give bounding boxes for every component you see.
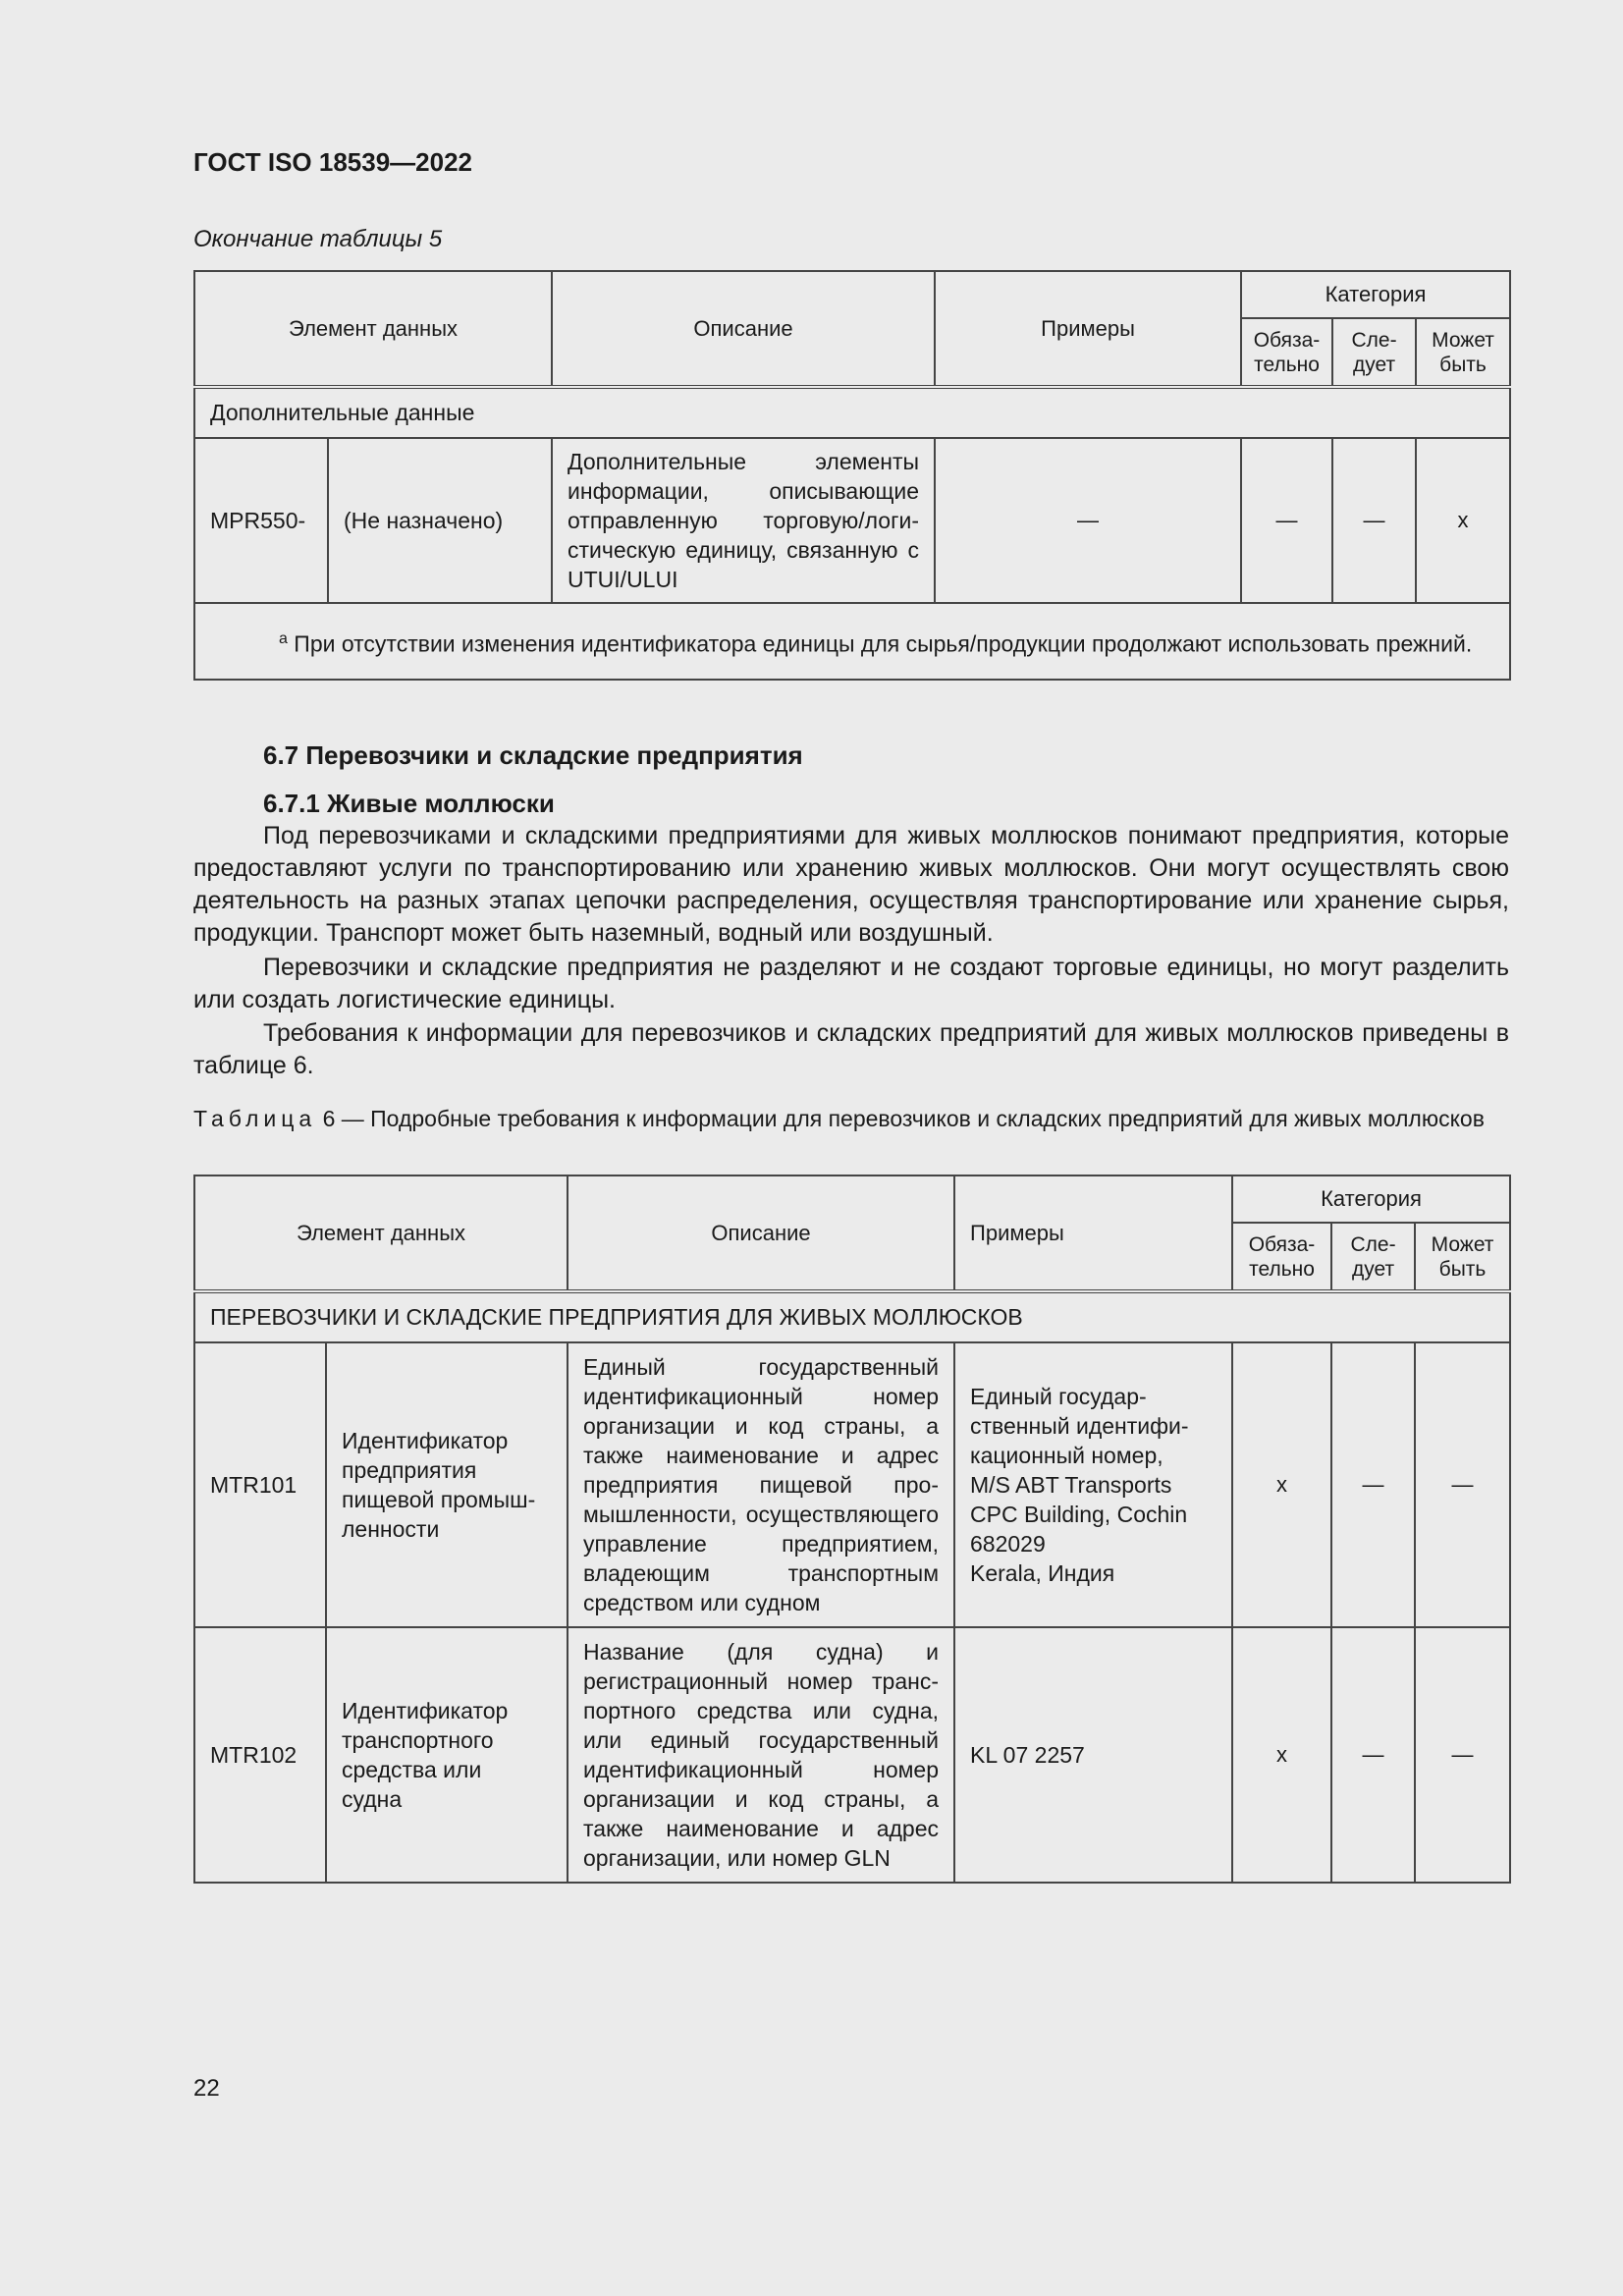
cell-mandatory: — — [1241, 438, 1332, 603]
cell-description: Единый государственный идентификационный номер организации и код страны, а также наименование и адрес предприятия пищевой промышленности, осуществляющего управление предприятием, владеющим транспортным средством или судном — [568, 1342, 954, 1627]
cell-name: (Не назначено) — [328, 438, 552, 603]
cell-mandatory: x — [1232, 1627, 1331, 1883]
cell-may: — — [1415, 1342, 1510, 1627]
cell-name: Идентификатор предприятия пищевой промыш- ленности — [326, 1342, 568, 1627]
table-row — [194, 1627, 1510, 1883]
table6-caption-text: 6 — Подробные требования к информации для перевозчиков и складских предприятий для живых моллюсков — [316, 1106, 1485, 1131]
cell-example: — — [935, 438, 1241, 603]
cell-may: — — [1415, 1627, 1510, 1883]
table-row — [194, 1342, 1510, 1627]
paragraph: Под перевозчиками и складскими предприятиями для живых моллюсков понимают предприятия, которые предоставляют услуги по транспортированию или хранению живых моллюсков. Они могут осуществлять свою деятельность на разных этапах цепочки распределения, осуществляя транспортирование или хранение сырья, продукции. Транспорт может быть наземный, водный или воздушный. — [193, 822, 1509, 947]
table-6 — [193, 1175, 1511, 1884]
footnote-text: При отсутствии изменения идентификатора единицы для сырья/продукции продолжают использовать прежний. — [287, 630, 1473, 657]
header-examples: Примеры — [954, 1175, 1232, 1291]
header-may: Может быть — [1416, 318, 1510, 387]
header-data-element: Элемент данных — [194, 271, 552, 387]
table-row — [194, 438, 1510, 603]
paragraph: Перевозчики и складские предприятия не разделяют и не создают торговые единицы, но могут разделить или создать логистические единицы. — [193, 954, 1509, 1013]
cell-should: — — [1332, 438, 1416, 603]
section-heading: 6.7 Перевозчики и складские предприятия — [263, 740, 803, 770]
header-may: Может быть — [1415, 1223, 1510, 1291]
cell-example: KL 07 2257 — [954, 1627, 1232, 1883]
cell-example: Единый государ- ственный идентифи- кационный номер, M/S ABT Transports CPC Building, Cochin 682029 Kerala, Индия — [954, 1342, 1232, 1627]
table5-continuation-caption: Окончание таблицы 5 — [193, 226, 443, 252]
section-row-additional-data: Дополнительные данные — [194, 387, 1510, 438]
cell-may: x — [1416, 438, 1510, 603]
table-5 — [193, 270, 1511, 681]
section-row-carriers: ПЕРЕВОЗЧИКИ И СКЛАДСКИЕ ПРЕДПРИЯТИЯ ДЛЯ ЖИВЫХ МОЛЛЮСКОВ — [194, 1291, 1510, 1342]
header-category: Категория — [1232, 1175, 1510, 1223]
header-should: Сле- дует — [1331, 1223, 1415, 1291]
page-number: 22 — [193, 2075, 220, 2102]
header-category: Категория — [1241, 271, 1510, 318]
header-data-element: Элемент данных — [194, 1175, 568, 1291]
cell-code: MPR550- — [194, 438, 328, 603]
header-description: Описание — [568, 1175, 954, 1291]
header-examples: Примеры — [935, 271, 1241, 387]
cell-description: Название (для судна) и регистрационный номер транспортного средства или судна, или единый государственный идентификационный номер организации и код страны, а также наименование и адрес организации, или номер GLN — [568, 1627, 954, 1883]
cell-should: — — [1331, 1627, 1415, 1883]
paragraph: Требования к информации для перевозчиков и складских предприятий для живых моллюсков приведены в таблице 6. — [193, 1019, 1509, 1079]
subsection-heading: 6.7.1 Живые моллюски — [263, 789, 555, 818]
table6-caption — [193, 1104, 1509, 1133]
header-mandatory: Обяза- тельно — [1232, 1223, 1331, 1291]
header-mandatory: Обяза- тельно — [1241, 318, 1332, 387]
cell-description: Дополнительные элементы информации, описывающие отправленную торговую/логистическую единицу, связанную с UTUI/ULUI — [552, 438, 935, 603]
footnote-mark: а — [279, 629, 288, 647]
cell-mandatory: x — [1232, 1342, 1331, 1627]
table6-caption-label: Таблица — [193, 1106, 317, 1131]
cell-should: — — [1331, 1342, 1415, 1627]
cell-name: Идентификатор транспортного средства или судна — [326, 1627, 568, 1883]
table5-footnote — [194, 603, 1510, 680]
header-should: Сле- дует — [1332, 318, 1416, 387]
cell-code: MTR102 — [194, 1627, 326, 1883]
header-description: Описание — [552, 271, 935, 387]
document-header: ГОСТ ISO 18539—2022 — [193, 147, 473, 177]
cell-code: MTR101 — [194, 1342, 326, 1627]
